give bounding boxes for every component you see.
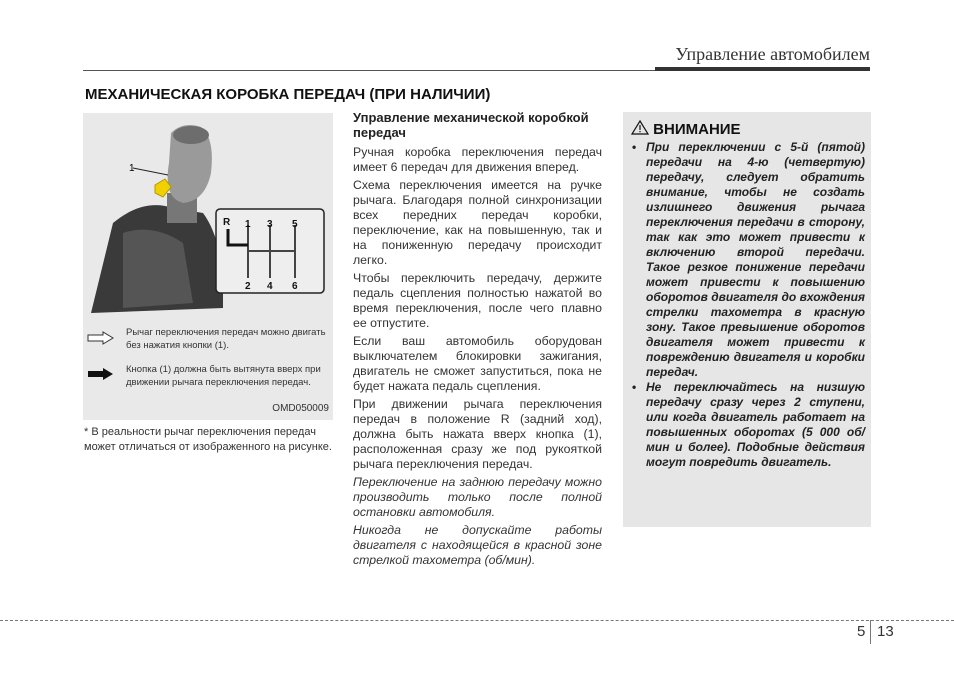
svg-text:1: 1 (245, 219, 251, 230)
section-heading: Управление механической коробкой передач (353, 110, 589, 140)
italic-note: Переключение на заднюю передачу можно производить только после полной остановки автомобиля. (353, 475, 602, 519)
svg-text:4: 4 (267, 281, 273, 292)
legend-solid-arrow: Кнопка (1) должна быть вытянута вверх при движении рычага переключения передач. (126, 364, 321, 388)
svg-text:3: 3 (267, 219, 273, 230)
warning-heading (631, 120, 871, 138)
gear-shift-figure (83, 113, 333, 420)
warning-triangle-icon (631, 120, 649, 135)
gear-shift-illustration (83, 113, 333, 323)
svg-text:6: 6 (292, 281, 298, 292)
warning-title: ВНИМАНИЕ (653, 121, 741, 138)
outline-arrow-icon (87, 331, 115, 345)
callout-label: 1 (129, 163, 135, 174)
chapter-number: 5 (857, 623, 866, 640)
paragraph: Ручная коробка переключения передач имеет 6 передач для движения вперед. (353, 145, 602, 174)
warning-item: • Не переключайтесь на низшую передачу сразу через 2 ступени, или когда двигатель работает на повышенных оборотах (5 000 об/мин и более). Подобные действия могут повредить двигатель. (646, 380, 865, 470)
page-number-separator (870, 620, 871, 644)
manual-shift-section (353, 110, 602, 571)
svg-text:R: R (223, 217, 231, 228)
legend-outline-arrow: Рычаг переключения передач можно двигать без нажатия кнопки (1). (126, 327, 326, 351)
svg-text:5: 5 (292, 219, 298, 230)
section-header: Управление автомобилем (675, 44, 870, 64)
paragraph: Чтобы переключить передачу, держите педаль сцепления полностью нажатой во время переключения, после чего плавно ее отпустите. (353, 271, 602, 330)
paragraph: Если ваш автомобиль оборудован выключателем блокировки зажигания, двигатель не сможет запуститься, пока не будет нажата педаль сцепления. (353, 334, 602, 393)
page-title: МЕХАНИЧЕСКАЯ КОРОБКА ПЕРЕДАЧ (ПРИ НАЛИЧИИ) (85, 86, 491, 103)
svg-text:2: 2 (245, 281, 251, 292)
figure-note: * В реальности рычаг переключения передач может отличаться от изображенного на рисунке. (84, 426, 332, 453)
figure-code: OMD050009 (272, 403, 329, 414)
warning-item: • При переключении с 5-й (пятой) передачи на 4-ю (четвертую) передачу, следует обратить внимание, чтобы не создать излишнего движения рычага переключения передачи в сторону, так как это может привести к включению второй передачи. Такое резкое понижение передачи может привести к повышению оборотов двигателя до вхождения стрелки тахометра в красную зону. Такое превышение оборотов двигателя может привести к повреждению двигателя и коробки передач. (646, 140, 865, 380)
footer-rule (0, 620, 954, 621)
italic-note: Никогда не допускайте работы двигателя с находящейся в красной зоне стрелкой тахометра (об/мин). (353, 523, 602, 567)
paragraph: При движении рычага переключения передач в положение R (задний ход), должна быть нажата вверх кнопка (1), расположенная сразу же под рукояткой рычага переключения передач. (353, 397, 602, 471)
warning-box (623, 112, 871, 527)
paragraph: Схема переключения имеется на ручке рычага. Благодаря полной синхронизации всех передних передач коробки, переключение, как на повышенную, так и на пониженную передачу происходит легко. (353, 178, 602, 267)
header-bar (655, 67, 870, 71)
page-number: 13 (877, 623, 894, 640)
solid-arrow-icon (87, 367, 115, 381)
